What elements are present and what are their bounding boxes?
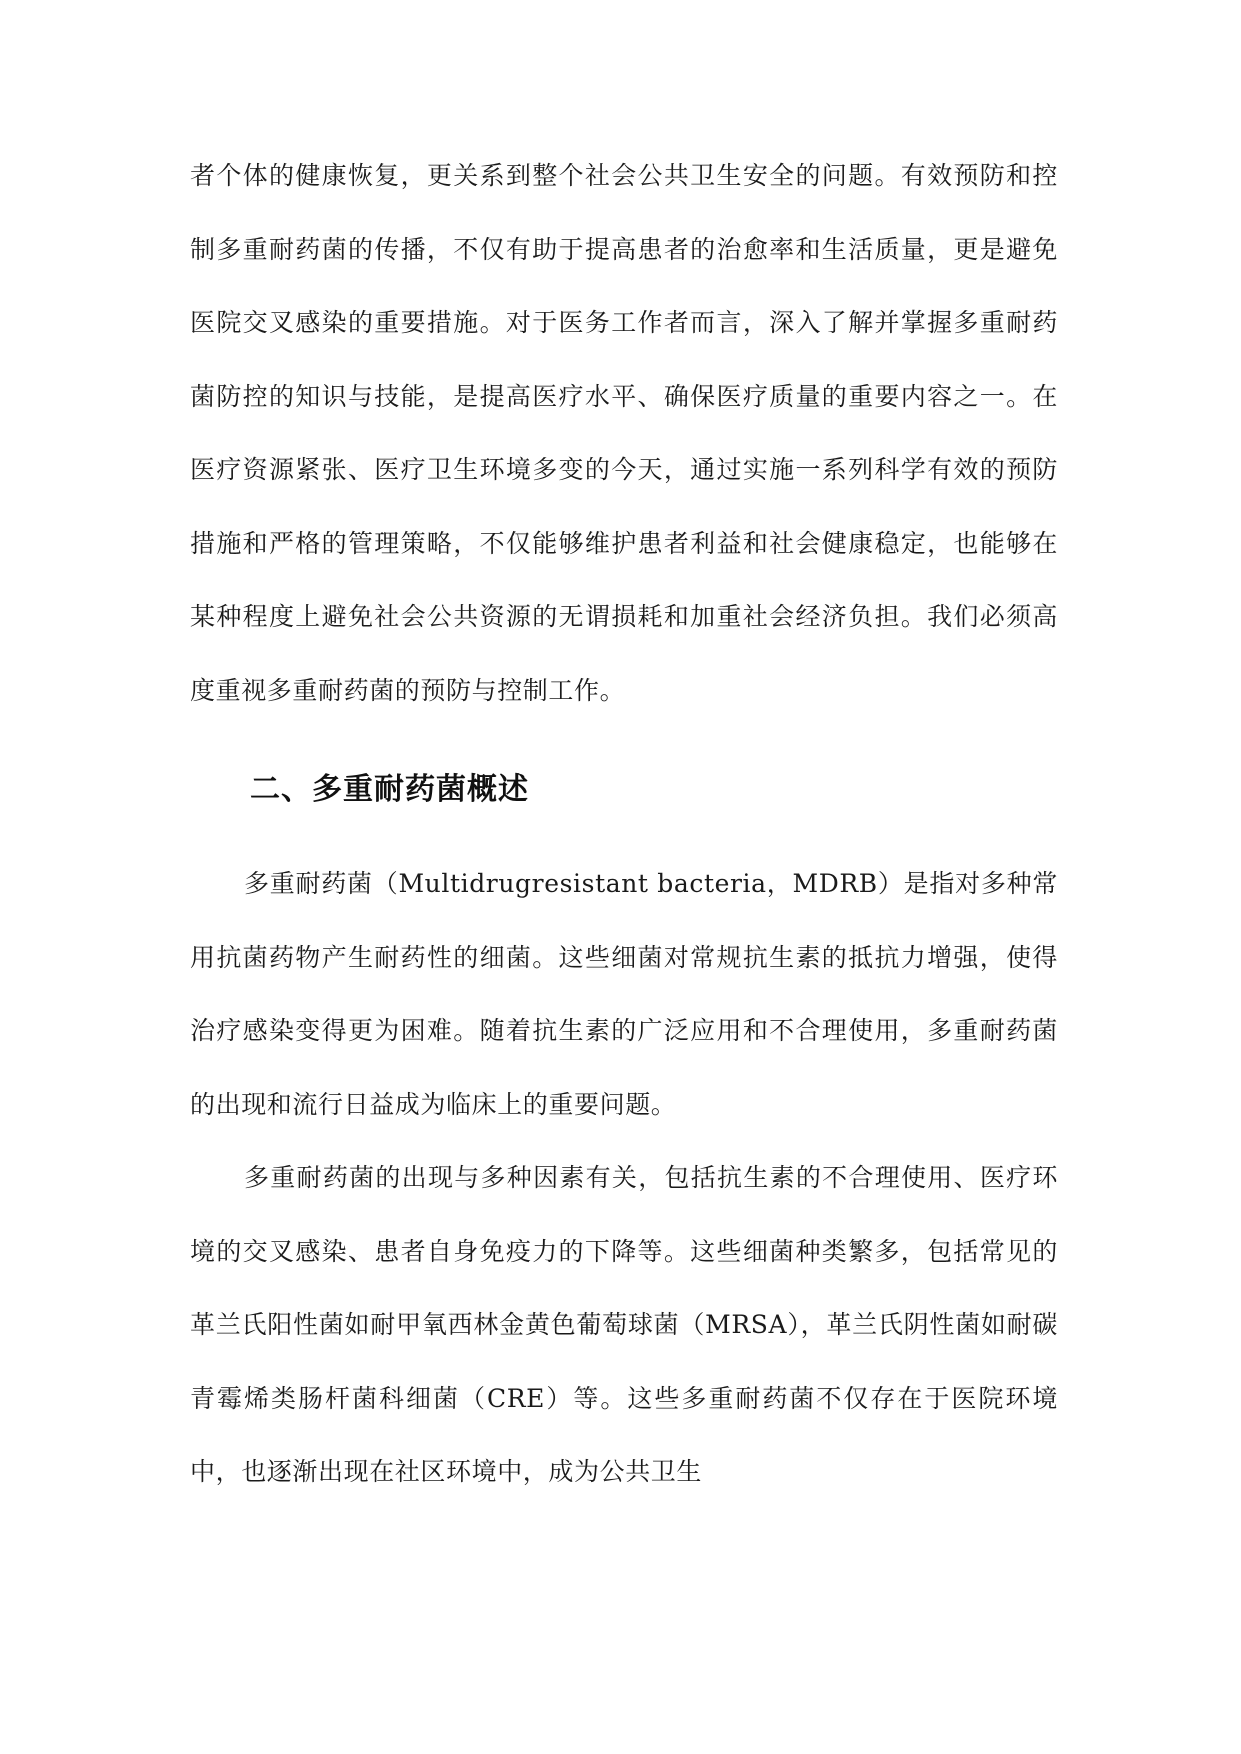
document-body <box>190 139 1058 1509</box>
section-heading: 二、多重耐药菌概述 <box>250 772 529 807</box>
paragraph-mdrb-definition: 多重耐药菌（Multidrugresistant bacteria，MDRB）是指对多种常用抗菌药物产生耐药性的细菌。这些细菌对常规抗生素的抵抗力增强，使得治疗感染变得更为困难。随着抗生素的广泛应用和不合理使用，多重耐药菌的出现和流行日益成为临床上的重要问题。 <box>190 869 1058 1119</box>
paragraph-continuation: 者个体的健康恢复，更关系到整个社会公共卫生安全的问题。有效预防和控制多重耐药菌的传播，不仅有助于提高患者的治愈率和生活质量，更是避免医院交叉感染的重要措施。对于医务工作者而言，深入了解并掌握多重耐药菌防控的知识与技能，是提高医疗水平、确保医疗质量的重要内容之一。在医疗资源紧张、医疗卫生环境多变的今天，通过实施一系列科学有效的预防措施和严格的管理策略，不仅能够维护患者利益和社会健康稳定，也能够在某种程度上避免社会公共资源的无谓损耗和加重社会经济负担。我们必须高度重视多重耐药菌的预防与控制工作。 <box>190 161 1058 705</box>
paragraph-mdrb-causes: 多重耐药菌的出现与多种因素有关，包括抗生素的不合理使用、医疗环境的交叉感染、患者自身免疫力的下降等。这些细菌种类繁多，包括常见的革兰氏阳性菌如耐甲氧西林金黄色葡萄球菌（MRSA），革兰氏阴性菌如耐碳青霉烯类肠杆菌科细菌（CRE）等。这些多重耐药菌不仅存在于医院环境中，也逐渐出现在社区环境中，成为公共卫生 <box>190 1163 1058 1486</box>
